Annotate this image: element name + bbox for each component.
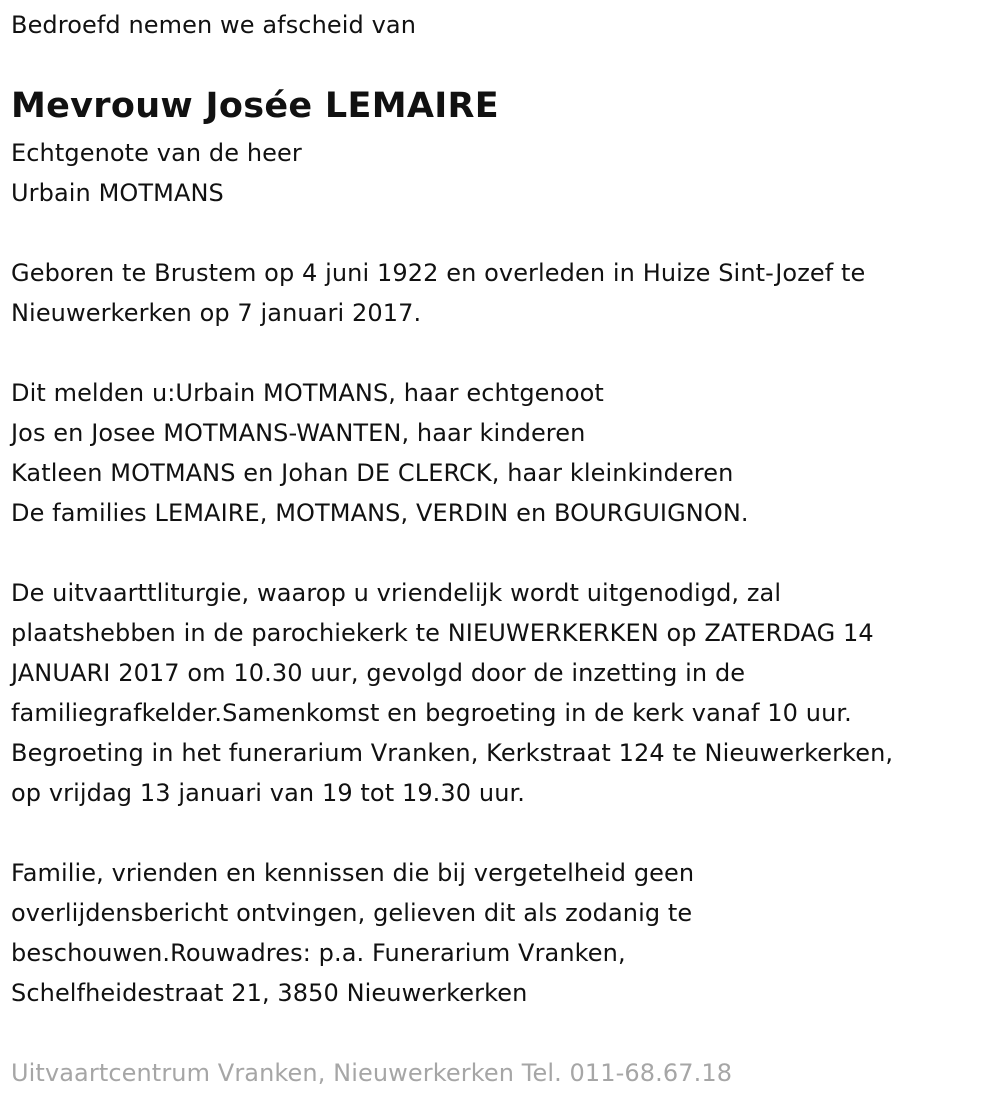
family-line: Jos en Josee MOTMANS-WANTEN, haar kinderen bbox=[11, 419, 586, 447]
family-line: Katleen MOTMANS en Johan DE CLERCK, haar kleinkinderen bbox=[11, 459, 734, 487]
paragraph-line: Nieuwerkerken op 7 januari 2017. bbox=[11, 299, 422, 327]
paragraph-line: op vrijdag 13 januari van 19 tot 19.30 uur. bbox=[11, 779, 525, 807]
paragraph-line: overlijdensbericht ontvingen, gelieven dit als zodanig te bbox=[11, 899, 693, 927]
paragraph-line: Schelfheidestraat 21, 3850 Nieuwerkerken bbox=[11, 979, 528, 1007]
birth-death-paragraph bbox=[11, 253, 865, 333]
paragraph-line: De uitvaarttliturgie, waarop u vriendelijk wordt uitgenodigd, zal bbox=[11, 579, 782, 607]
family-line: Dit melden u:Urbain MOTMANS, haar echtgenoot bbox=[11, 379, 604, 407]
paragraph-line: familiegrafkelder.Samenkomst en begroeting in de kerk vanaf 10 uur. bbox=[11, 699, 852, 727]
paragraph-line: Familie, vrienden en kennissen die bij vergetelheid geen bbox=[11, 859, 695, 887]
paragraph-line: plaatshebben in de parochiekerk te NIEUWERKERKEN op ZATERDAG 14 bbox=[11, 619, 874, 647]
deceased-name: Mevrouw Josée LEMAIRE bbox=[11, 86, 499, 126]
funeral-paragraph bbox=[11, 573, 893, 813]
paragraph-line: Geboren te Brustem op 4 juni 1922 en overleden in Huize Sint-Jozef te bbox=[11, 259, 866, 287]
spouse-block bbox=[11, 133, 302, 213]
family-paragraph bbox=[11, 373, 749, 533]
paragraph-line: beschouwen.Rouwadres: p.a. Funerarium Vranken, bbox=[11, 939, 626, 967]
spouse-line: Echtgenote van de heer bbox=[11, 139, 302, 167]
intro-text: Bedroefd nemen we afscheid van bbox=[11, 11, 417, 39]
spouse-line: Urbain MOTMANS bbox=[11, 179, 224, 207]
paragraph-line: JANUARI 2017 om 10.30 uur, gevolgd door de inzetting in de bbox=[11, 659, 746, 687]
family-line: De families LEMAIRE, MOTMANS, VERDIN en BOURGUIGNON. bbox=[11, 499, 749, 527]
funeral-home-footer: Uitvaartcentrum Vranken, Nieuwerkerken Tel. 011-68.67.18 bbox=[11, 1059, 733, 1087]
paragraph-line: Begroeting in het funerarium Vranken, Kerkstraat 124 te Nieuwerkerken, bbox=[11, 739, 894, 767]
closing-paragraph bbox=[11, 853, 694, 1013]
